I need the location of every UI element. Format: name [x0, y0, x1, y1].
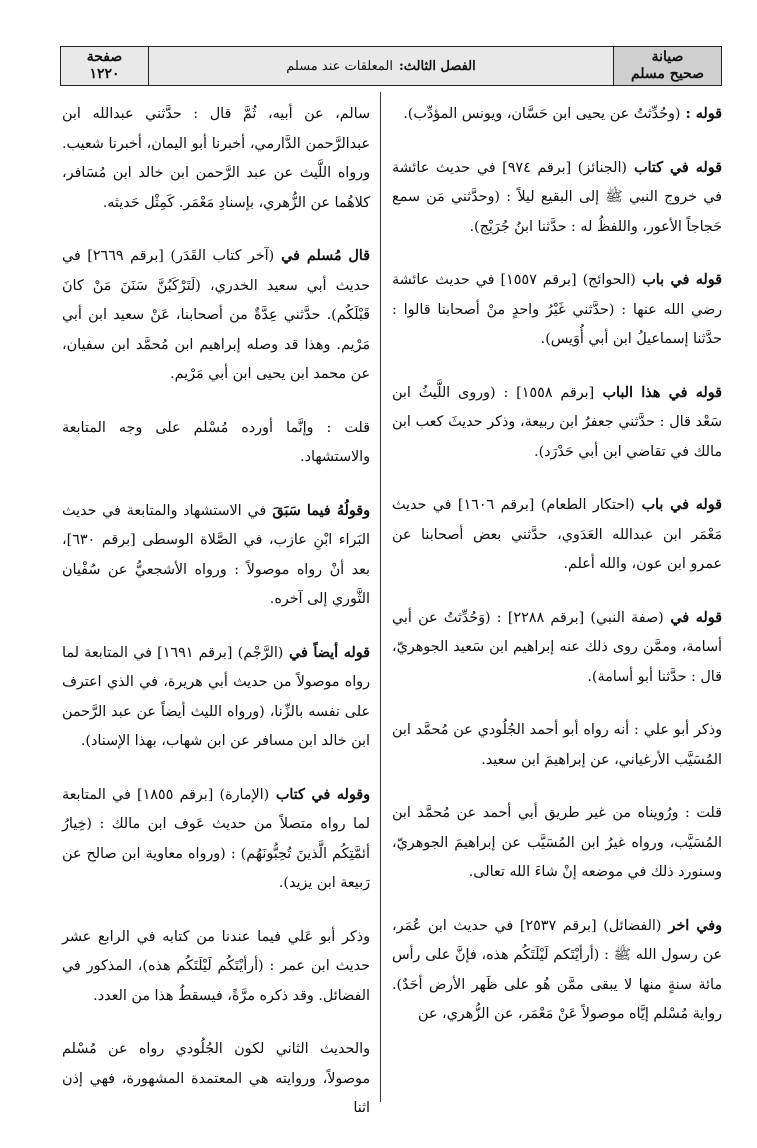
paragraph-lead: قوله في: [663, 609, 722, 626]
chapter-title: [149, 47, 613, 85]
paragraph: [392, 154, 722, 243]
paragraph-lead: قال مُسلم في: [274, 248, 370, 264]
paragraph: [392, 799, 722, 888]
paragraph: [392, 379, 722, 468]
paragraph-text: (آخر كتاب القَدَر) [برقم ٢٦٦٩] في حديث أبي سعيد الخدري، (لَتَرْكَبُنَّ سَنَنَ مَنْ كانَ قَبْلَكُم). حدَّثني عِدَّةٌ من أصحابنا، عَنْ سعيد ابن أبي مَرْيم. وهذا قد وصله إبراهيم ابن مُحمَّد ابن سفيان، عن محمد ابن يحيى ابن أبي مَرْيم.: [62, 248, 370, 382]
book-title-box: [613, 47, 721, 85]
paragraph-lead: قوله في باب: [635, 272, 722, 288]
paragraph: [392, 716, 722, 775]
paragraph-lead: وقولُهُ فيما سَبَقَ: [266, 502, 370, 519]
paragraph: [62, 497, 370, 615]
paragraph-text: قلت : وإنَّما أورده مُسْلم على وجه المتابعة والاستشهاد.: [62, 419, 370, 465]
paragraph-text: (الجنائز) [برقم ٩٧٤] في حديث عائشة في خروج النبي ﷺ إلى البقيع ليلاً : (وحدَّثني مَن سمع حَجاجاً الأعور، واللفظُ له : حدَّثنا ابنُ جُرَيْج).: [392, 159, 722, 235]
right-column: [392, 100, 722, 1054]
paragraph-text: قلت : ورُويناه من غير طريق أبي أحمد عن مُحمَّد ابن المُسَيَّب، ورواه غيرُ ابن المُسَيَّب عن إبراهيمَ الجوهريّ، وسنورد ذلك في موضعه إنْ شاءَ الله تعالى.: [392, 805, 722, 880]
page-number: ١٢٢٠: [89, 66, 120, 82]
paragraph: [62, 781, 370, 899]
paragraph-text: والحديث الثاني لكون الجُلُودي رواه عن مُسْلم موصولاً، وروايته هي المعتمدة المشهورة، فهي إذن اثنا: [62, 1041, 370, 1116]
paragraph: [392, 604, 722, 693]
paragraph-lead: وقوله في كتاب: [269, 786, 370, 803]
paragraph-text: (احتكار الطعام) [برقم ١٦٠٦] في حديث مَعْمَر ابن عبدالله العَدَوي، حدَّثني بعض أصحابنا عن عمرو ابن عون، والله أعلم.: [392, 497, 722, 572]
paragraph-text: سالم، عن أبيه، ثُمَّ قال : حدَّثني عبدالله ابن عبدالرَّحمن الدَّارمي، أخبرنا أبو اليمان، أخبرنا شعيب. ورواه اللَّيث عن عبد الرَّحمن ابن خالد ابن مُسَافر، كلاهُما عن الزُّهري، بإسنادِ مَعْمَر. كَمِثْل حَديثه.: [62, 106, 370, 211]
paragraph-text: (صفة النبي) [برقم ٢٢٨٨] : (وَحُدِّثتُ عن أبي أسامة، وممَّن روى ذلك عنه إبراهيم ابن سَعيد الجوهريّ، قال : حدَّثنا أبو أسامة).: [392, 609, 722, 685]
left-column: [62, 100, 370, 1148]
book-title-line2: صحيح مسلم: [630, 66, 704, 82]
paragraph-lead: قوله :: [680, 106, 722, 122]
paragraph: [392, 100, 722, 130]
chapter-label: الفصل الثالث:: [398, 58, 476, 74]
page-number-box: [61, 47, 149, 85]
paragraph: [62, 639, 370, 757]
paragraph: [392, 266, 722, 355]
paragraph-text: (الفضائل) [برقم ٢٥٣٧] في حديث ابن عُمَر، عن رسول الله ﷺ : (أرأيْتَكم لَيْلَتَكُم هذه، فإنَّ على رأس مائة سنةٍ منها لا يبقى ممَّن هُو على ظَهر الأرض أحَدٌ). رواية مُسْلم إيَّاه موصولاً عَنْ مَعْمَر، عن الزُّهري، عن: [392, 917, 722, 1022]
paragraph-text: (الرَّجْم) [برقم ١٦٩١] في المتابعة لما رواه موصولاً من حديث أبي هريرة، في الذي اعترف على نفسه بالزِّنا، (ورواه الليث أيضاً عن عبد الرَّحمن ابن خالد ابن مسافر عن ابن شهاب، بهذا الإسناد).: [62, 644, 370, 749]
book-title-line1: صيانة: [651, 49, 684, 65]
paragraph: [392, 912, 722, 1030]
paragraph-text: (الإمارة) [برقم ١٨٥٥] في المتابعة لما رواه متصلاً من حديث عَوف ابن مالك : (خِيارُ أئمَّتِكُم الَّذينَ تُحِبُّونَهُم) : (ورواه معاوية ابن صالح عن رَبيعة ابن يزيد).: [62, 786, 370, 891]
paragraph-lead: قوله في كتاب: [627, 159, 722, 176]
paragraph: [62, 414, 370, 473]
paragraph: [62, 923, 370, 1012]
paragraph-text: وذكر أبو علي : أنه رواه أبو أحمد الجُلُودي عن مُحمَّد ابن المُسَيَّب الأرغياني، عن إبراهيمَ ابن سعيد.: [392, 722, 722, 768]
chapter-name: المعلقات عند مسلم: [286, 58, 393, 74]
paragraph-text: (الحوائج) [برقم ١٥٥٧] في حديث عائشة رضي الله عنها : (حدَّثني غَيْرُ واحدٍ منْ أصحابنا قالوا : حدَّثنا إسماعيلُ ابن أبي أُوَيس).: [392, 272, 722, 347]
paragraph-text: (وحُدِّثتُ عن يحيى ابن حَسَّان، ويونس المؤدِّب).: [403, 106, 681, 122]
paragraph-lead: قوله أيضاً في: [283, 644, 371, 661]
paragraph: [62, 1035, 370, 1124]
paragraph-text: [برقم ١٥٥٨] : (وروى اللَّيثُ ابن سَعْد قال : حدَّثني جعفرُ ابن ربيعة، وذكر حديثَ كعب ابن مالك في تقاضي ابن أبي حَدْرَد).: [392, 384, 722, 460]
paragraph-lead: قوله في باب: [634, 497, 722, 513]
page-header: [60, 46, 722, 86]
paragraph-text: وذكر أبو عَلي فيما عندنا من كتابه في الرابع عشر حديث ابن عمر : (أرأيْتَكُم لَيْلَتَكُم هذه)، المذكور في الفضائل. وقد ذكره مرَّةً، فيسقطُ هذا من العدد.: [62, 928, 370, 1004]
paragraph: [62, 242, 370, 390]
paragraph: [392, 491, 722, 580]
paragraph-lead: وفي اخر: [661, 917, 722, 934]
paragraph: [62, 100, 370, 218]
paragraph-lead: قوله في هذا الباب: [594, 384, 722, 401]
page-label: صفحة: [86, 49, 123, 65]
paragraph-text: في الاستشهاد والمتابعة في حديث البَراء ابْنِ عازب، في الصَّلاة الوسطى [برقم ٦٣٠]، بعد أنْ رواه موصولاً : ورواه الأشجعيُّ عن سُفْيان الثَّوري إلى آخره.: [62, 502, 370, 607]
column-divider: [380, 92, 381, 1102]
